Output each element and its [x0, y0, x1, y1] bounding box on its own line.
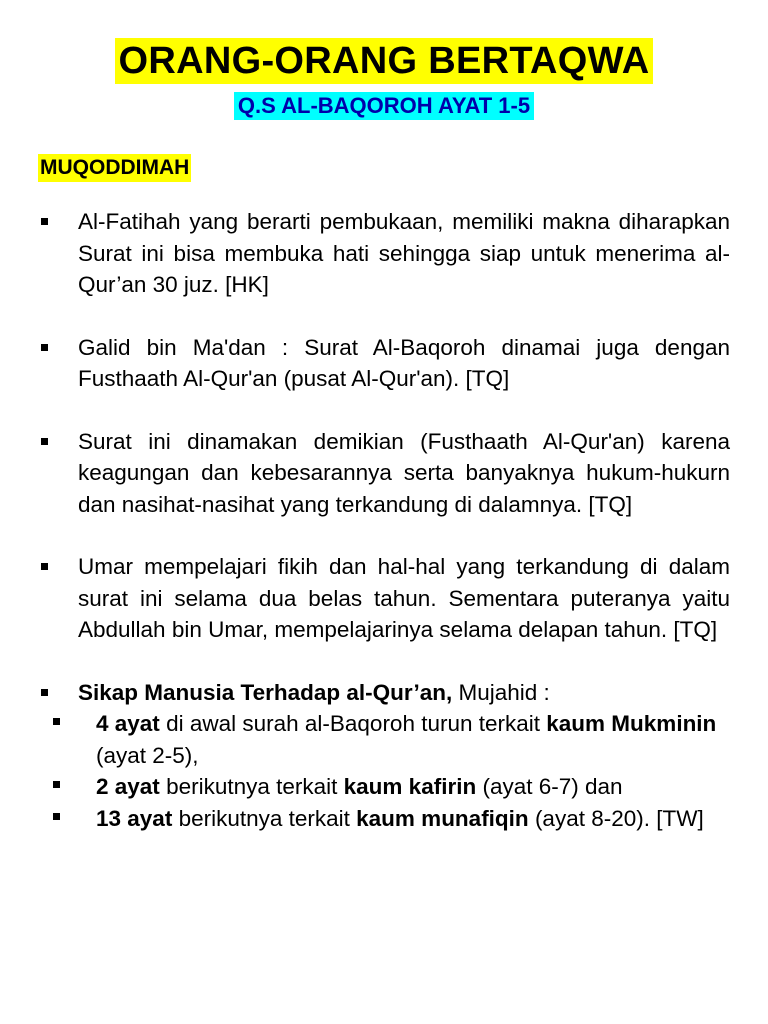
square-bullet-icon: [53, 718, 60, 725]
square-bullet-icon: [53, 813, 60, 820]
bullet-text: Galid bin Ma'dan : Surat Al-Baqoroh dinamai juga dengan Fusthaath Al-Qur'an (pusat Al-Qur'an). [TQ]: [78, 334, 730, 391]
plain-phrase: (ayat 6-7) dan: [476, 774, 623, 799]
bullet-item: [38, 426, 730, 521]
plain-phrase: (ayat 2-5),: [96, 742, 199, 768]
sub-bullet-list: [78, 708, 730, 834]
bullet-item: [38, 551, 730, 646]
bold-phrase: kaum munafiqin: [356, 805, 529, 831]
plain-phrase: berikutnya terkait: [159, 774, 344, 799]
square-bullet-icon: [41, 344, 48, 351]
bold-phrase: kaum kafirin: [343, 774, 477, 799]
bullet-text: Umar mempelajari fikih dan hal-hal yang terkandung di dalam surat ini selama dua belas tahun. Sementara puteranya yaitu Abdullah bin Umar, mempelajarinya selama delapan tahun. [TQ]: [78, 554, 730, 642]
bullet-text: [78, 680, 550, 705]
bullet-list: [38, 206, 730, 834]
square-bullet-icon: [53, 781, 60, 788]
bold-phrase: 13 ayat: [96, 805, 173, 831]
square-bullet-icon: [41, 218, 48, 225]
subtitle-container: [0, 92, 768, 120]
title-container: [0, 38, 768, 84]
sub-bullet-item: [38, 708, 730, 771]
square-bullet-icon: [41, 689, 48, 696]
plain-phrase: di awal surah al-Baqoroh turun terkait: [159, 711, 547, 736]
square-bullet-icon: [41, 438, 48, 445]
plain-phrase: (ayat 8-20). [TW]: [528, 805, 704, 831]
bold-phrase: 2 ayat: [96, 774, 160, 799]
bullet-item: [38, 332, 730, 395]
bullet-item: [38, 206, 730, 301]
bullet-item-sikap: [38, 677, 730, 835]
sub-bullet-item: [38, 771, 730, 803]
plain-phrase: berikutnya terkait: [172, 805, 357, 831]
section-heading: MUQODDIMAH: [38, 154, 191, 182]
bold-phrase: kaum Mukminin: [546, 711, 717, 736]
square-bullet-icon: [41, 563, 48, 570]
sub-bullet-item: [38, 803, 730, 835]
bullet-text: Surat ini dinamakan demikian (Fusthaath Al-Qur'an) karena keagungan dan kebesarannya serta banyaknya hukum-hukurn dan nasihat-nasihat yang terkandung di dalamnya. [TQ]: [78, 428, 730, 517]
page-title: ORANG-ORANG BERTAQWA: [115, 38, 654, 84]
page-subtitle: Q.S AL-BAQOROH AYAT 1-5: [234, 92, 534, 120]
bold-phrase: 4 ayat: [96, 711, 160, 736]
plain-phrase: Mujahid :: [452, 679, 550, 705]
bold-phrase: Sikap Manusia Terhadap al-Qur’an,: [78, 679, 453, 705]
bullet-text: Al-Fatihah yang berarti pembukaan, memiliki makna diharapkan Surat ini bisa membuka hati sehingga siap untuk menerima al-Qur’an 30 juz. [HK]: [78, 209, 730, 297]
